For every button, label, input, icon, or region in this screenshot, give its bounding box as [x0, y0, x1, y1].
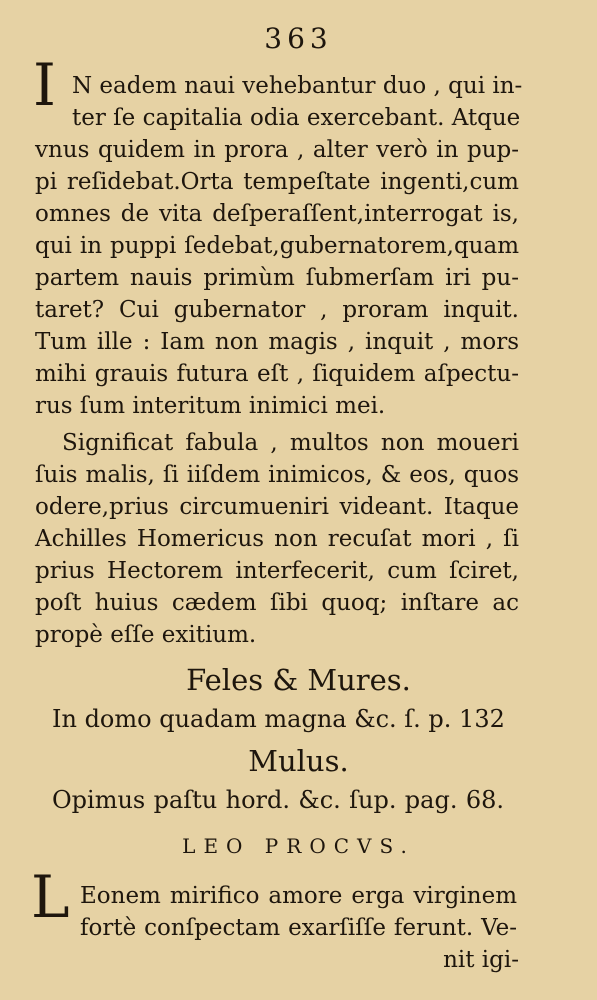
- fable-title: LEO PROCVS.: [182, 834, 415, 858]
- fable-title: Feles & Mures.: [186, 663, 411, 697]
- moral-line: Significat fabula , multos non moueri: [62, 430, 519, 456]
- drop-cap-i: I: [33, 51, 56, 119]
- drop-cap-l: L: [31, 863, 70, 931]
- page-number: 363: [264, 22, 333, 55]
- moral-line: odere,prius circumueniri videant. Itaque: [35, 494, 519, 520]
- moral-line: Achilles Homericus non recuſat mori , ſi: [35, 526, 519, 552]
- fable-title: Mulus.: [248, 744, 349, 778]
- moral-line: ſuis malis, ſi iiſdem inimicos, & eos, quos: [35, 462, 519, 488]
- text-line: Tum ille : Iam non magis , inquit , mors: [35, 329, 519, 355]
- moral-line: poſt huius cædem ſibi quoq; inſtare ac: [35, 590, 519, 616]
- fable-reference: In domo quadam magna &c. ſ. p. 132: [52, 705, 505, 733]
- text-line: Eonem mirifico amore erga virginem: [80, 883, 517, 909]
- text-line: partem nauis primùm ſubmerſam iri pu-: [35, 265, 519, 291]
- text-line: taret? Cui gubernator , proram inquit.: [35, 297, 519, 323]
- moral-line: propè eſſe exitium.: [35, 622, 257, 648]
- text-line: N eadem naui vehebantur duo , qui in-: [72, 73, 523, 99]
- text-line: pi reſidebat.Orta tempeſtate ingenti,cum: [35, 169, 519, 195]
- text-line: ter ſe capitalia odia exercebant. Atque: [72, 105, 521, 131]
- text-line: omnes de vita deſperaſſent,interrogat is,: [35, 201, 519, 227]
- moral-line: prius Hectorem interfecerit, cum ſciret,: [35, 558, 519, 584]
- text-line: rus ſum interitum inimici mei.: [35, 393, 386, 419]
- text-line: vnus quidem in prora , alter verò in pup-: [35, 137, 519, 163]
- fable-reference: Opimus paſtu hord. &c. ſup. pag. 68.: [52, 786, 504, 814]
- text-line: fortè conſpectam exarſiſſe ferunt. Ve-: [80, 915, 517, 941]
- text-line: qui in puppi ſedebat,gubernatorem,quam: [35, 233, 519, 259]
- catchword: nit igi-: [443, 947, 519, 973]
- text-line: mihi grauis futura eſt , ſiquidem aſpectu-: [35, 361, 519, 387]
